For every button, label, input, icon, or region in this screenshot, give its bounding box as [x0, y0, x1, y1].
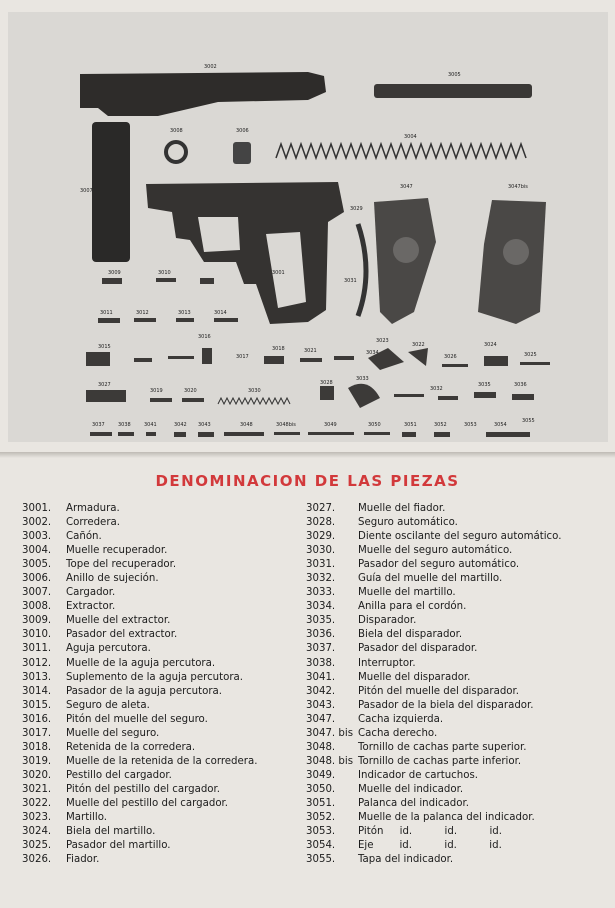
part-name: Tapa del indicador. — [358, 854, 454, 866]
part-name: Fiador. — [66, 854, 100, 866]
list-item — [306, 628, 606, 642]
part-label: 3052 — [434, 422, 447, 428]
part-label: 3054 — [494, 422, 507, 428]
list-item — [306, 825, 606, 839]
list-item — [306, 783, 606, 797]
part-number: 3043. — [306, 699, 336, 711]
exploded-parts-diagram — [8, 12, 608, 442]
parts-illustration — [8, 12, 608, 442]
part-name: Seguro de aleta. — [66, 699, 150, 711]
part-number: 3032. — [306, 573, 336, 585]
part-label: 3016 — [198, 334, 211, 340]
part-name: Aguja percutora. — [66, 643, 151, 655]
part-number: 3030. — [306, 545, 336, 557]
part-number: 3036. — [306, 629, 336, 641]
list-item — [22, 558, 312, 572]
recoil-spring-drawing — [276, 144, 526, 158]
part-number: 3015. — [22, 699, 52, 711]
list-item — [22, 516, 312, 530]
part-name: Biela del disparador. — [358, 629, 463, 641]
part-label: 3001 — [272, 270, 285, 276]
list-item — [22, 544, 312, 558]
list-item — [306, 741, 606, 755]
part-number: 3014. — [22, 685, 52, 697]
part-label: 3053 — [464, 422, 477, 428]
part-number: 3005. — [22, 559, 52, 571]
part-name: Muelle del extractor. — [66, 615, 171, 627]
part-label: 3055 — [522, 418, 535, 424]
list-item — [306, 530, 606, 544]
part-name: Pasador de la biela del disparador. — [358, 699, 534, 711]
part-name: Martillo. — [66, 812, 107, 824]
part-label: 3041 — [144, 422, 157, 428]
part-number: 3025. — [22, 840, 52, 852]
list-item — [22, 572, 312, 586]
list-item — [22, 769, 312, 783]
part-number: 3024. — [22, 826, 52, 838]
list-item — [306, 713, 606, 727]
list-item — [306, 600, 606, 614]
part-number: 3020. — [22, 769, 52, 781]
part-label: 3047bis — [508, 184, 528, 190]
part-number: 3034. — [306, 601, 336, 613]
part-number: 3010. — [22, 629, 52, 641]
part-label: 3024 — [484, 342, 497, 348]
part-number: 3054. — [306, 840, 336, 852]
list-item — [306, 642, 606, 656]
part-number: 3023. — [22, 812, 52, 824]
part-number: 3021. — [22, 783, 52, 795]
part-number: 3053. — [306, 826, 336, 838]
part-name: Muelle de la palanca del indicador. — [358, 812, 535, 824]
part-label: 3030 — [248, 388, 261, 394]
list-item — [22, 839, 312, 853]
parts-list-right — [306, 502, 606, 867]
part-name: Tornillo de cachas parte inferior. — [358, 755, 522, 767]
part-name: Muelle del fiador. — [358, 503, 446, 514]
part-name: Indicador de cartuchos. — [358, 769, 479, 781]
ring-drawing — [166, 142, 186, 162]
part-label: 3048bis — [276, 422, 296, 428]
part-name: Muelle del seguro automático. — [358, 545, 513, 557]
part-label: 3050 — [368, 422, 381, 428]
part-label: 3042 — [174, 422, 187, 428]
part-number: 3008. — [22, 601, 52, 613]
part-name: Cacha izquierda. — [358, 713, 444, 725]
part-name: Muelle del pestillo del cargador. — [66, 797, 229, 809]
part-label: 3033 — [356, 376, 369, 382]
part-name: Biela del martillo. — [66, 826, 156, 838]
list-item — [306, 839, 606, 853]
part-label: 3014 — [214, 310, 227, 316]
part-name: Anillo de sujeción. — [66, 573, 159, 585]
list-item — [22, 642, 312, 656]
part-label: 3020 — [184, 388, 197, 394]
part-name: Anilla para el cordón. — [358, 601, 467, 613]
list-item — [22, 797, 312, 811]
part-name: Pitón del muelle del disparador. — [358, 685, 520, 697]
list-item — [306, 685, 606, 699]
part-label: 3018 — [272, 346, 285, 352]
page-fold — [0, 452, 615, 458]
part-label: 3007 — [80, 188, 93, 194]
part-name: Muelle del martillo. — [358, 587, 456, 599]
part-number: 3050. — [306, 783, 336, 795]
page-title: DENOMINACION DE LAS PIEZAS — [155, 472, 460, 490]
part-number: 3001. — [22, 503, 52, 514]
list-item — [306, 727, 606, 741]
part-name: Cargador. — [66, 587, 116, 599]
list-item — [306, 769, 606, 783]
part-label: 3027 — [98, 382, 111, 388]
part-name: Cacha derecho. — [358, 727, 438, 739]
part-label: 3019 — [150, 388, 163, 394]
list-item — [306, 811, 606, 825]
list-item — [306, 699, 606, 713]
part-label: 3051 — [404, 422, 417, 428]
list-item — [306, 614, 606, 628]
bushing-drawing — [233, 142, 251, 164]
part-name: Eje id. id. id. — [358, 840, 502, 852]
part-number: 3028. — [306, 517, 336, 529]
part-number: 3029. — [306, 531, 336, 543]
list-item — [22, 713, 312, 727]
part-name: Interruptor. — [358, 657, 416, 669]
hammer-spring-drawing — [218, 398, 290, 404]
part-number: 3012. — [22, 657, 52, 669]
part-name: Corredera. — [66, 517, 120, 529]
part-number: 3033. — [306, 587, 336, 599]
part-label: 3028 — [320, 380, 333, 386]
part-name: Disparador. — [358, 615, 417, 627]
list-item — [306, 516, 606, 530]
part-name: Muelle de la retenida de la corredera. — [66, 755, 258, 767]
part-name: Tope del recuperador. — [66, 559, 177, 571]
part-number: 3016. — [22, 713, 52, 725]
list-item — [22, 755, 312, 769]
part-number: 3047. bis — [306, 727, 354, 739]
part-name: Seguro automático. — [358, 517, 458, 529]
part-name: Pitón del pestillo del cargador. — [66, 783, 221, 795]
part-label: 3002 — [204, 64, 217, 70]
part-name: Pasador del martillo. — [66, 840, 171, 852]
part-number: 3011. — [22, 643, 52, 655]
part-number: 3004. — [22, 545, 52, 557]
part-number: 3048. — [306, 741, 336, 753]
part-name: Guía del muelle del martillo. — [358, 573, 503, 585]
part-label: 3010 — [158, 270, 171, 276]
part-label: 3025 — [524, 352, 537, 358]
part-number: 3055. — [306, 854, 336, 866]
part-name: Muelle recuperador. — [66, 545, 168, 557]
part-number: 3027. — [306, 503, 336, 514]
list-item — [306, 755, 606, 769]
part-label: 3023 — [376, 338, 389, 344]
part-name: Pasador del extractor. — [66, 629, 178, 641]
list-item — [306, 586, 606, 600]
list-item — [22, 657, 312, 671]
part-label: 3017 — [236, 354, 249, 360]
part-number: 3048. bis — [306, 755, 354, 767]
barrel-drawing — [374, 84, 532, 98]
part-label: 3037 — [92, 422, 105, 428]
list-item — [22, 502, 312, 516]
part-number: 3037. — [306, 643, 336, 655]
list-item — [306, 853, 606, 867]
part-name: Palanca del indicador. — [358, 797, 469, 809]
part-number: 3038. — [306, 657, 336, 669]
list-item — [22, 727, 312, 741]
part-name: Muelle del indicador. — [358, 783, 464, 795]
frame-drawing — [146, 182, 344, 324]
part-label: 3043 — [198, 422, 211, 428]
part-number: 3035. — [306, 615, 336, 627]
part-number: 3047. — [306, 713, 336, 725]
part-number: 3022. — [22, 797, 52, 809]
list-item — [306, 671, 606, 685]
part-label: 3022 — [412, 342, 425, 348]
list-item — [22, 671, 312, 685]
part-label: 3026 — [444, 354, 457, 360]
list-item — [306, 572, 606, 586]
list-item — [306, 502, 606, 516]
part-name: Diente oscilante del seguro automático. — [358, 531, 562, 543]
part-label: 3011 — [100, 310, 113, 316]
part-number: 3003. — [22, 531, 52, 543]
list-item — [22, 825, 312, 839]
part-label: 3031 — [344, 278, 357, 284]
part-label: 3035 — [478, 382, 491, 388]
part-number: 3006. — [22, 573, 52, 585]
part-number: 3007. — [22, 587, 52, 599]
part-name: Pitón del muelle del seguro. — [66, 713, 208, 725]
part-name: Pasador del disparador. — [358, 643, 478, 655]
part-name: Pasador del seguro automático. — [358, 559, 520, 571]
list-item — [22, 614, 312, 628]
list-item — [22, 783, 312, 797]
part-label: 3047 — [400, 184, 413, 190]
part-name: Retenida de la corredera. — [66, 741, 196, 753]
part-label: 3015 — [98, 344, 111, 350]
part-name: Pasador de la aguja percutora. — [66, 685, 223, 697]
list-item — [22, 741, 312, 755]
parts-list-left — [22, 502, 312, 867]
part-name: Pitón id. id. id. — [358, 826, 502, 838]
part-label: 3038 — [118, 422, 131, 428]
list-item — [306, 797, 606, 811]
trigger-drawing — [358, 224, 366, 316]
part-number: 3031. — [306, 559, 336, 571]
part-label: 3048 — [240, 422, 253, 428]
part-number: 3013. — [22, 671, 52, 683]
part-name: Muelle del seguro. — [66, 727, 160, 739]
part-number: 3018. — [22, 741, 52, 753]
part-name: Pestillo del cargador. — [66, 769, 172, 781]
list-item — [22, 586, 312, 600]
part-label: 3036 — [514, 382, 527, 388]
part-label: 3009 — [108, 270, 121, 276]
part-label: 3004 — [404, 134, 417, 140]
part-label: 3006 — [236, 128, 249, 134]
part-name: Muelle del disparador. — [358, 671, 471, 683]
list-item — [306, 558, 606, 572]
part-label: 3049 — [324, 422, 337, 428]
part-name: Extractor. — [66, 601, 116, 613]
list-item — [22, 530, 312, 544]
part-label: 3034 — [366, 350, 379, 356]
part-number: 3051. — [306, 797, 336, 809]
part-label: 3008 — [170, 128, 183, 134]
part-number: 3042. — [306, 685, 336, 697]
part-name: Muelle de la aguja percutora. — [66, 657, 216, 669]
part-label: 3021 — [304, 348, 317, 354]
list-item — [22, 628, 312, 642]
part-number: 3052. — [306, 812, 336, 824]
slide-drawing — [80, 72, 326, 116]
list-item — [22, 600, 312, 614]
part-name: Suplemento de la aguja percutora. — [66, 671, 244, 683]
part-number: 3019. — [22, 755, 52, 767]
part-label: 3005 — [448, 72, 461, 78]
part-number: 3049. — [306, 769, 336, 781]
list-item — [306, 544, 606, 558]
part-number: 3041. — [306, 671, 336, 683]
part-label: 3032 — [430, 386, 443, 392]
part-name: Cañón. — [66, 531, 102, 543]
part-name: Armadura. — [66, 503, 120, 514]
list-item — [306, 657, 606, 671]
part-number: 3026. — [22, 854, 52, 866]
part-label: 3013 — [178, 310, 191, 316]
part-label: 3029 — [350, 206, 363, 212]
part-number: 3002. — [22, 517, 52, 529]
part-number: 3009. — [22, 615, 52, 627]
part-name: Tornillo de cachas parte superior. — [358, 741, 527, 753]
magazine-drawing — [92, 122, 130, 262]
part-label: 3012 — [136, 310, 149, 316]
list-item — [22, 853, 312, 867]
list-item — [22, 699, 312, 713]
part-number: 3017. — [22, 727, 52, 739]
list-item — [22, 811, 312, 825]
list-item — [22, 685, 312, 699]
